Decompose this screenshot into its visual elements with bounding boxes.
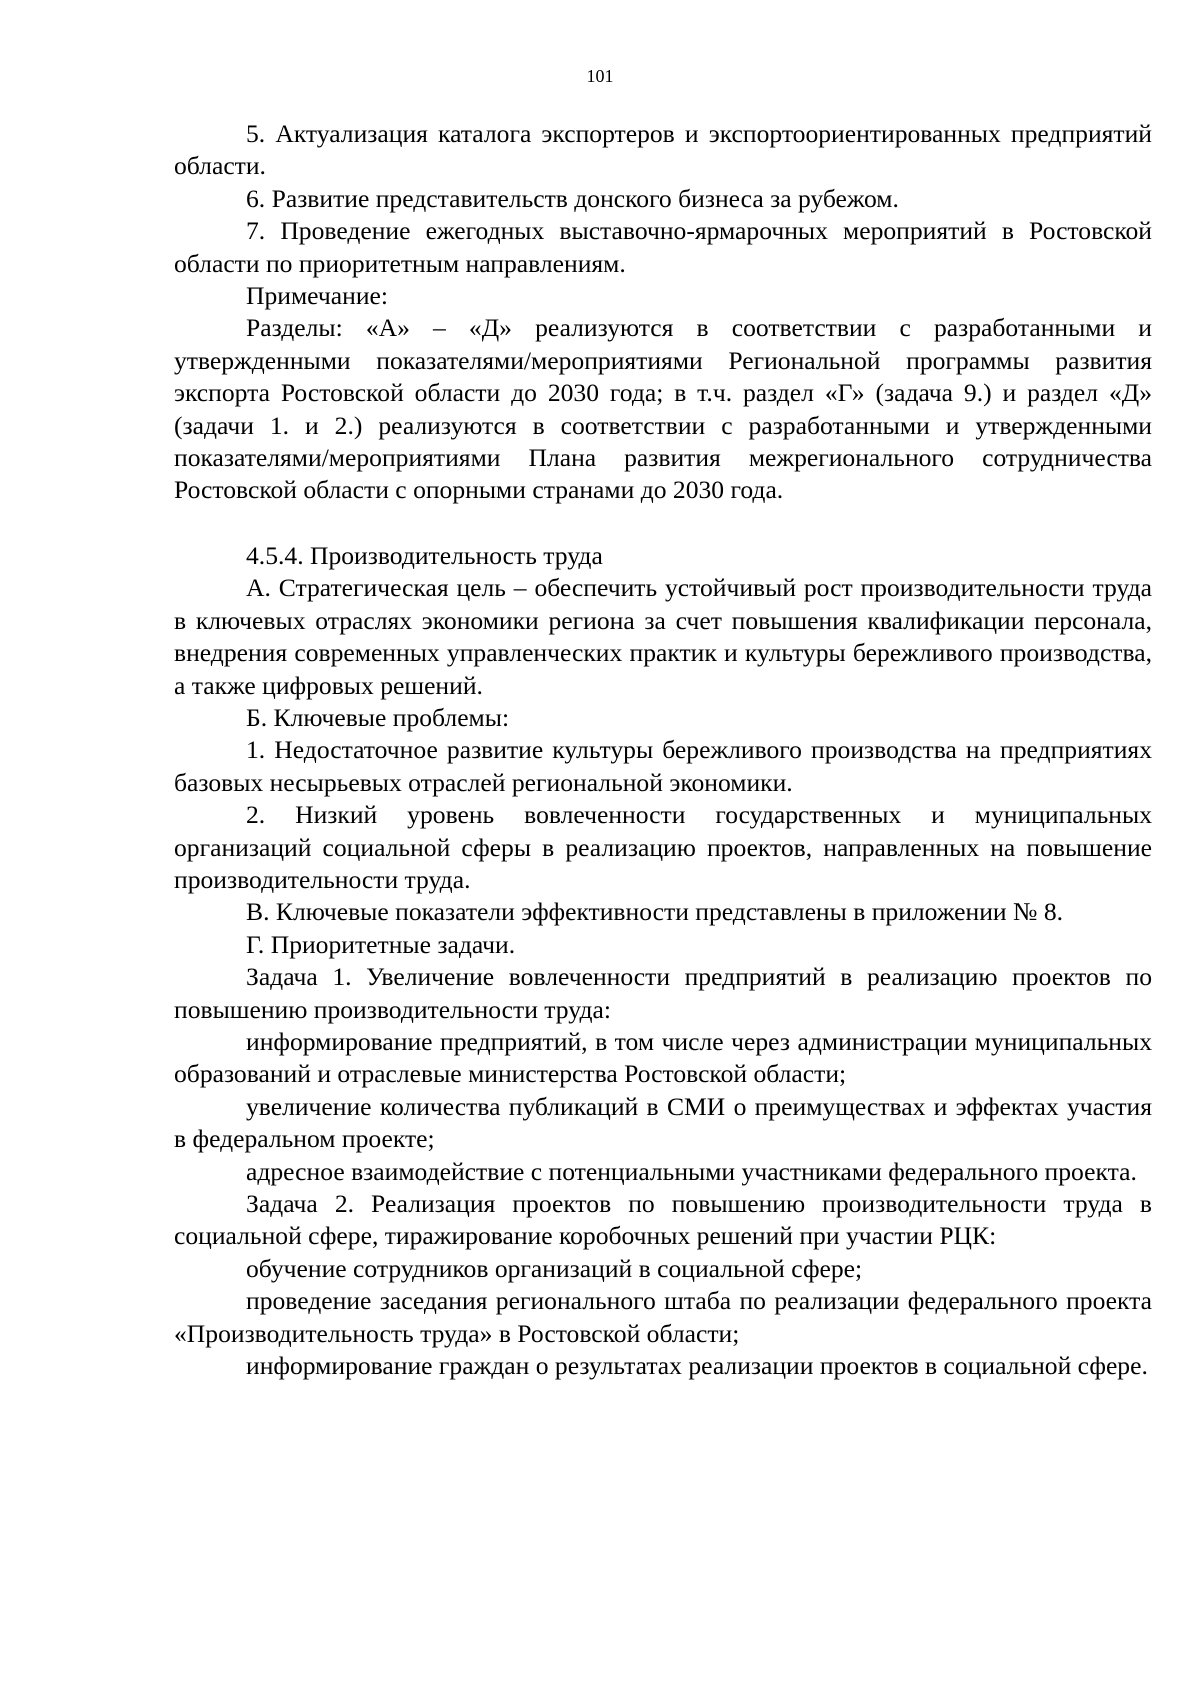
task-2-item-1: обучение сотрудников организаций в социальной сфере;: [246, 1253, 863, 1283]
task-2-item-3: информирование граждан о результатах реализации проектов в социальной сфере.: [246, 1351, 1148, 1381]
key-indicators: В. Ключевые показатели эффективности представлены в приложении № 8.: [246, 897, 1064, 927]
document-body: [174, 118, 1152, 1382]
problem-1: 1. Недостаточное развитие культуры бережливого производства на предприятиях базовых несырьевых отраслей региональной экономики.: [174, 735, 1152, 797]
list-item-5: 5. Актуализация каталога экспортеров и экспортоориентированных предприятий области.: [174, 119, 1152, 181]
section-spacer: [174, 507, 1152, 540]
task-2: Задача 2. Реализация проектов по повышению производительности труда в социальной сфере, тиражирование коробочных решений при участии РЦК:: [174, 1189, 1152, 1251]
task-1-item-2: увеличение количества публикаций в СМИ о преимуществах и эффектах участия в федеральном проекте;: [174, 1091, 1152, 1154]
note-text: Разделы: «А» – «Д» реализуются в соответствии с разработанными и утвержденными показателями/мероприятиями Региональной программы развития экспорта Ростовской области до 2030 года; в т.ч. раздел «Г» (задача 9.) и раздел «Д» (задачи 1. и 2.) реализуются в соответствии с разработанными и утвержденными показателями/мероприятиями Плана развития межрегионального сотрудничества Ростовской области с опорными странами до 2030 года.: [174, 313, 1152, 505]
problem-2: 2. Низкий уровень вовлеченности государственных и муниципальных организаций социальной сферы в реализацию проектов, направленных на повышение производительности труда.: [174, 800, 1152, 894]
page-number: 101: [586, 66, 614, 86]
list-item-7: 7. Проведение ежегодных выставочно-ярмарочных мероприятий в Ростовской области по приоритетным направлениям.: [174, 216, 1152, 278]
task-2-item-2: проведение заседания регионального штаба по реализации федерального проекта «Производительность труда» в Ростовской области;: [174, 1286, 1152, 1348]
strategic-goal: А. Стратегическая цель – обеспечить устойчивый рост производительности труда в ключевых отраслях экономики региона за счет повышения квалификации персонала, внедрения современных управленческих практик и культуры бережливого производства, а также цифровых решений.: [174, 573, 1152, 700]
note-heading: Примечание:: [246, 281, 388, 311]
key-problems-heading: Б. Ключевые проблемы:: [246, 702, 510, 732]
task-1: Задача 1. Увеличение вовлеченности предприятий в реализацию проектов по повышению производительности труда:: [174, 962, 1152, 1024]
list-item-6: 6. Развитие представительств донского бизнеса за рубежом.: [246, 183, 899, 213]
task-1-item-3: адресное взаимодействие с потенциальными участниками федерального проекта.: [246, 1156, 1137, 1186]
section-heading: 4.5.4. Производительность труда: [246, 540, 603, 570]
task-1-item-1: информирование предприятий, в том числе через администрации муниципальных образований и отраслевые министерства Ростовской области;: [174, 1026, 1152, 1089]
priority-tasks-heading: Г. Приоритетные задачи.: [246, 929, 516, 959]
